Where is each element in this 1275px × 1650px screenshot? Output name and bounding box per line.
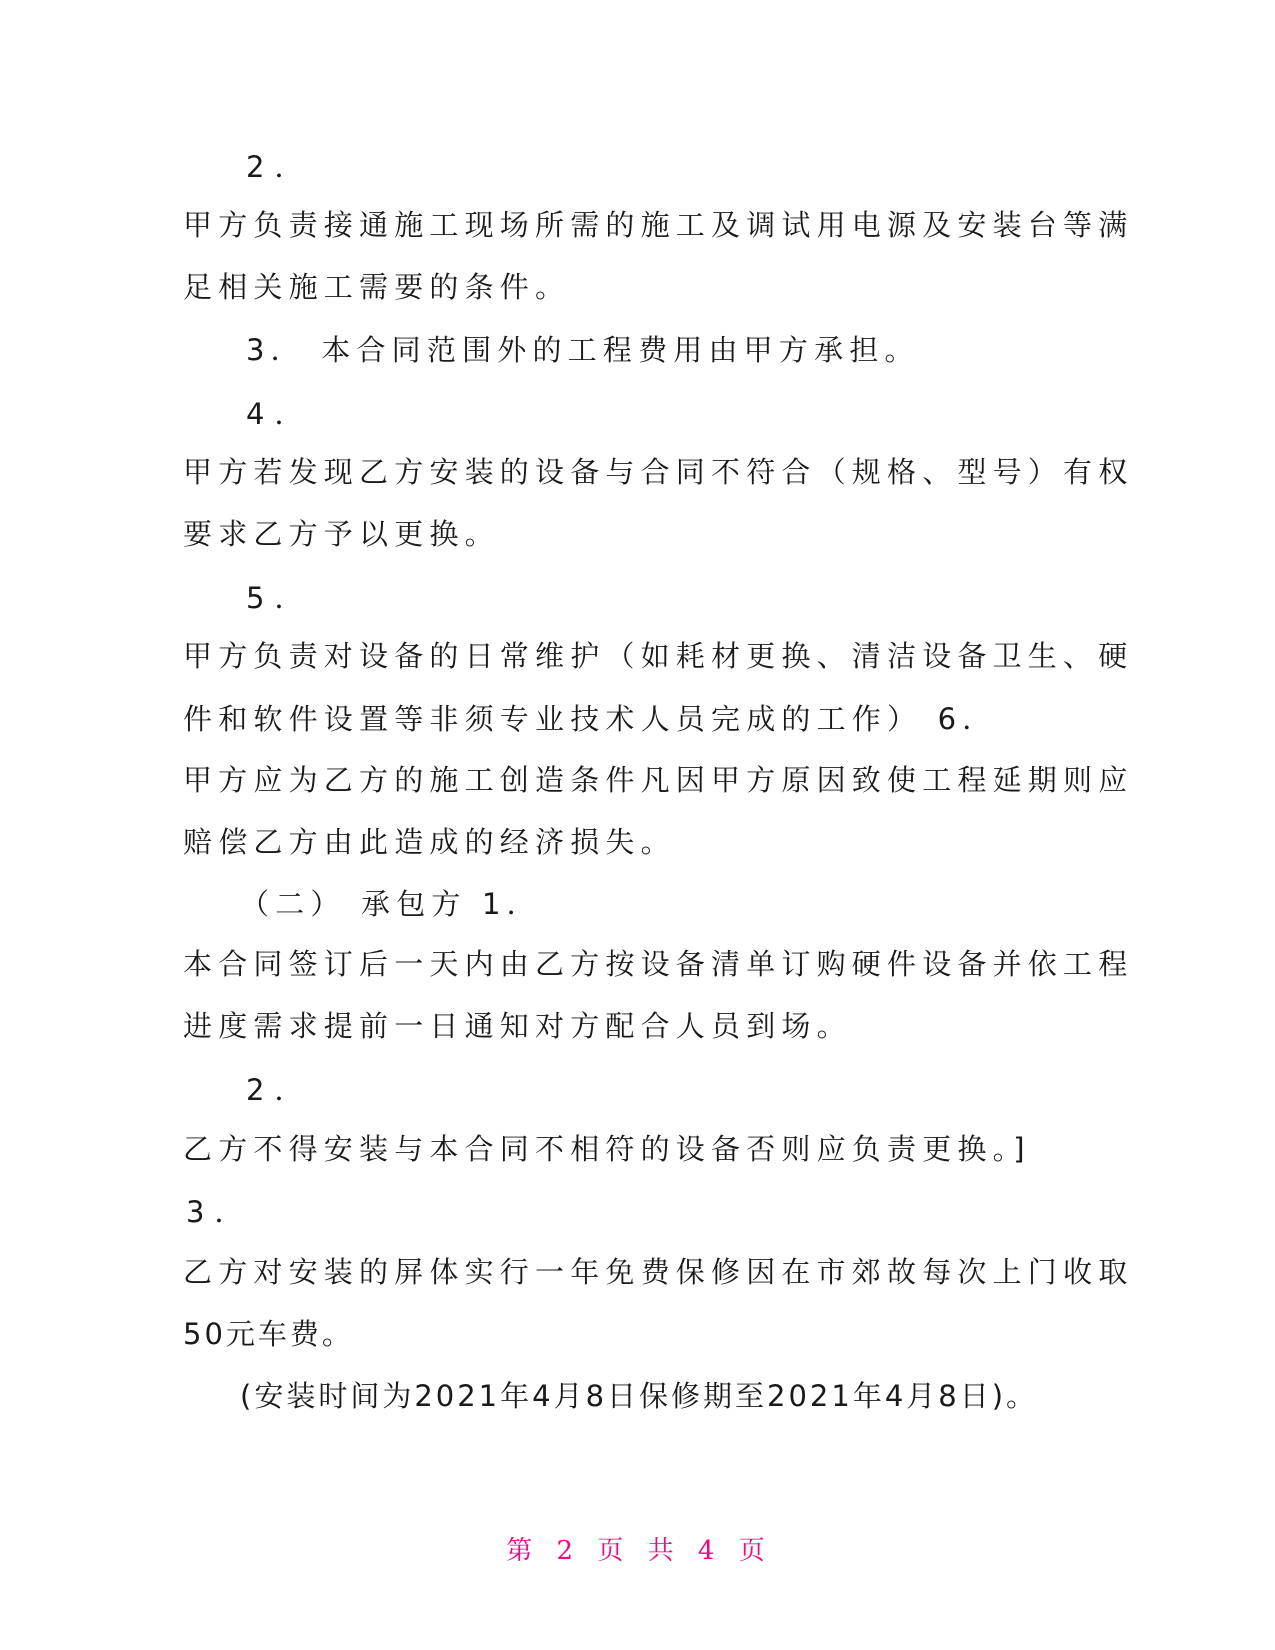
paragraph-line: 足相关施工需要的条件。 [183,270,571,304]
paragraph-line: 甲方负责接通施工现场所需的施工及调试用电源及安装台等满 [183,208,1134,242]
paragraph-line: (安装时间为2021年4月8日保修期至2021年4月8日)。 [240,1379,1039,1413]
section-heading: （二） 承包方 1． [240,887,542,921]
list-number: 4． [246,397,314,431]
paragraph-line: 乙方不得安装与本合同不相符的设备否则应负责更换。] [183,1132,1031,1166]
list-number: 5． [246,581,314,615]
paragraph-line: 要求乙方予以更换。 [183,517,500,551]
paragraph-line: 本合同签订后一天内由乙方按设备清单订购硬件设备并依工程 [183,947,1134,981]
list-number: 3． [186,1195,254,1229]
page-number-footer: 第 2 页 共 4 页 [506,1536,769,1566]
paragraph-line: 赔偿乙方由此造成的经济损失。 [183,825,676,859]
paragraph-line: 3． 本合同范围外的工程费用由甲方承担。 [246,333,920,367]
paragraph-line: 乙方对安装的屏体实行一年免费保修因在市郊故每次上门收取 [183,1255,1134,1289]
paragraph-line: 甲方若发现乙方安装的设备与合同不符合（规格、型号）有权 [183,455,1134,489]
paragraph-line: 进度需求提前一日通知对方配合人员到场。 [183,1009,852,1043]
paragraph-line: 甲方应为乙方的施工创造条件凡因甲方原因致使工程延期则应 [183,763,1134,797]
list-number: 2． [246,1073,314,1107]
paragraph-line: 甲方负责对设备的日常维护（如耗材更换、清洁设备卫生、硬 [183,639,1134,673]
list-number: 2． [246,150,314,184]
paragraph-line: 件和软件设置等非须专业技术人员完成的工作） 6． [183,702,998,736]
paragraph-line: 50元车费。 [183,1317,354,1351]
